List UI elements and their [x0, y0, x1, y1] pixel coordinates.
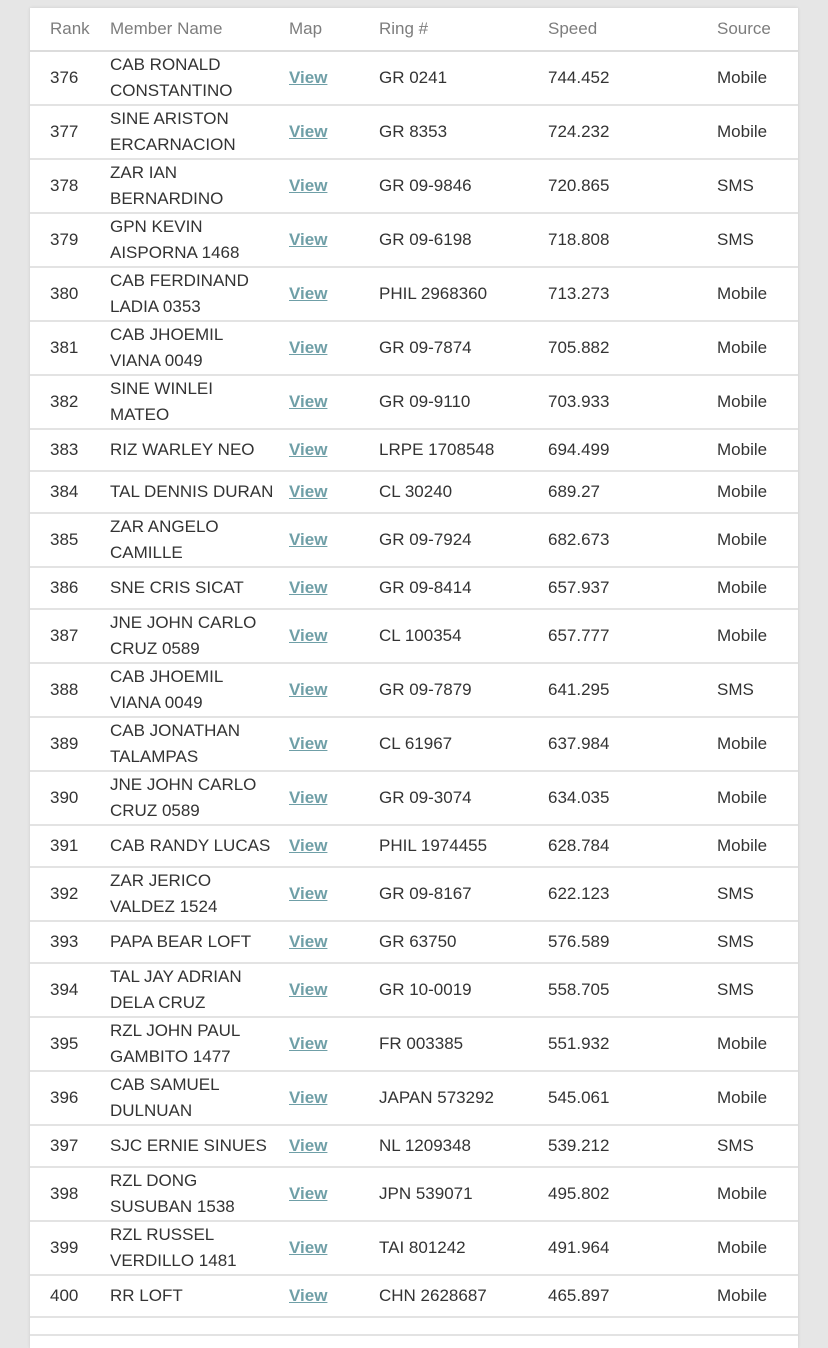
member-name-line-2: SUSUBAN 1538 — [110, 1197, 235, 1216]
map-cell — [289, 213, 379, 267]
speed-cell: 718.808 — [548, 213, 717, 267]
member-name-line-1: ZAR ANGELO — [110, 517, 219, 536]
view-map-link[interactable]: View — [289, 578, 328, 597]
speed-cell: 491.964 — [548, 1221, 717, 1275]
rank-cell: 397 — [30, 1125, 110, 1167]
table-row — [30, 1275, 798, 1317]
member-name-cell — [110, 513, 289, 567]
source-cell: SMS — [717, 213, 798, 267]
source-cell: Mobile — [717, 267, 798, 321]
speed-cell: 558.705 — [548, 963, 717, 1017]
member-name-cell — [110, 1221, 289, 1275]
member-name-line-1: ZAR IAN — [110, 163, 178, 182]
speed-cell: 495.802 — [548, 1167, 717, 1221]
speed-cell: 705.882 — [548, 321, 717, 375]
source-cell: Mobile — [717, 471, 798, 513]
map-cell — [289, 609, 379, 663]
ring-number-cell: JPN 539071 — [379, 1167, 548, 1221]
view-map-link[interactable]: View — [289, 1184, 328, 1203]
ring-number-cell: CL 100354 — [379, 609, 548, 663]
table-row — [30, 1167, 798, 1221]
member-name-cell — [110, 375, 289, 429]
speed-cell: 724.232 — [548, 105, 717, 159]
map-cell — [289, 663, 379, 717]
source-cell: Mobile — [717, 567, 798, 609]
view-map-link[interactable]: View — [289, 68, 328, 87]
member-name-line-2: TALAMPAS — [110, 747, 199, 766]
view-map-link[interactable]: View — [289, 1136, 328, 1155]
table-row — [30, 825, 798, 867]
member-name-cell — [110, 159, 289, 213]
member-name-line-1: CAB FERDINAND — [110, 271, 249, 290]
speed-cell: 703.933 — [548, 375, 717, 429]
ring-number-cell: GR 09-8167 — [379, 867, 548, 921]
ring-number-cell: JAPAN 573292 — [379, 1071, 548, 1125]
table-row — [30, 963, 798, 1017]
table-body — [30, 51, 798, 1317]
view-map-link[interactable]: View — [289, 530, 328, 549]
view-map-link[interactable]: View — [289, 338, 328, 357]
table-row — [30, 663, 798, 717]
member-name-line-1: TAL JAY ADRIAN — [110, 967, 242, 986]
source-cell: Mobile — [717, 375, 798, 429]
view-map-link[interactable]: View — [289, 1034, 328, 1053]
table-row — [30, 1221, 798, 1275]
column-header-rank: Rank — [30, 8, 110, 51]
map-cell — [289, 513, 379, 567]
table-header-row — [30, 8, 798, 51]
map-cell — [289, 429, 379, 471]
map-cell — [289, 567, 379, 609]
ring-number-cell: FR 003385 — [379, 1017, 548, 1071]
speed-cell: 634.035 — [548, 771, 717, 825]
member-name-line-2: CRUZ 0589 — [110, 801, 200, 820]
member-name-line-2: LADIA 0353 — [110, 297, 201, 316]
member-name-line-1: SINE WINLEI — [110, 379, 213, 398]
map-cell — [289, 1125, 379, 1167]
rank-cell: 385 — [30, 513, 110, 567]
member-name-cell — [110, 825, 289, 867]
speed-cell: 713.273 — [548, 267, 717, 321]
view-map-link[interactable]: View — [289, 734, 328, 753]
speed-cell: 576.589 — [548, 921, 717, 963]
speed-cell: 539.212 — [548, 1125, 717, 1167]
speed-cell: 545.061 — [548, 1071, 717, 1125]
ring-number-cell: GR 8353 — [379, 105, 548, 159]
member-name-line-1: RR LOFT — [110, 1286, 183, 1305]
rank-cell: 388 — [30, 663, 110, 717]
member-name-cell — [110, 321, 289, 375]
table-row — [30, 867, 798, 921]
table-bottom-divider — [30, 1334, 798, 1336]
rank-cell: 387 — [30, 609, 110, 663]
member-name-line-1: RZL DONG — [110, 1171, 198, 1190]
ring-number-cell: GR 09-7874 — [379, 321, 548, 375]
rank-cell: 398 — [30, 1167, 110, 1221]
view-map-link[interactable]: View — [289, 122, 328, 141]
rank-cell: 380 — [30, 267, 110, 321]
ring-number-cell: CHN 2628687 — [379, 1275, 548, 1317]
race-results-table — [30, 8, 798, 1318]
map-cell — [289, 1017, 379, 1071]
view-map-link[interactable]: View — [289, 680, 328, 699]
rank-cell: 400 — [30, 1275, 110, 1317]
member-name-line-2: ERCARNACION — [110, 135, 236, 154]
member-name-line-1: CAB JHOEMIL — [110, 667, 224, 686]
map-cell — [289, 867, 379, 921]
table-row — [30, 267, 798, 321]
map-cell — [289, 105, 379, 159]
column-header-source: Source — [717, 8, 798, 51]
table-row — [30, 429, 798, 471]
speed-cell: 682.673 — [548, 513, 717, 567]
member-name-line-1: ZAR JERICO — [110, 871, 212, 890]
source-cell: Mobile — [717, 717, 798, 771]
table-row — [30, 771, 798, 825]
table-row — [30, 471, 798, 513]
member-name-line-1: SJC ERNIE SINUES — [110, 1136, 267, 1155]
table-row — [30, 1125, 798, 1167]
member-name-cell — [110, 1167, 289, 1221]
member-name-cell — [110, 429, 289, 471]
rank-cell: 393 — [30, 921, 110, 963]
rank-cell: 383 — [30, 429, 110, 471]
column-header-speed: Speed — [548, 8, 717, 51]
speed-cell: 622.123 — [548, 867, 717, 921]
table-row — [30, 105, 798, 159]
ring-number-cell: CL 30240 — [379, 471, 548, 513]
map-cell — [289, 921, 379, 963]
speed-cell: 637.984 — [548, 717, 717, 771]
member-name-cell — [110, 567, 289, 609]
table-row — [30, 1017, 798, 1071]
ring-number-cell: GR 09-8414 — [379, 567, 548, 609]
speed-cell: 694.499 — [548, 429, 717, 471]
column-header-ring: Ring # — [379, 8, 548, 51]
table-row — [30, 1071, 798, 1125]
view-map-link[interactable]: View — [289, 932, 328, 951]
source-cell: Mobile — [717, 1071, 798, 1125]
view-map-link[interactable]: View — [289, 884, 328, 903]
member-name-line-1: CAB JONATHAN — [110, 721, 241, 740]
source-cell: Mobile — [717, 1275, 798, 1317]
ring-number-cell: PHIL 2968360 — [379, 267, 548, 321]
view-map-link[interactable]: View — [289, 788, 328, 807]
map-cell — [289, 159, 379, 213]
map-cell — [289, 375, 379, 429]
member-name-cell — [110, 1017, 289, 1071]
ring-number-cell: GR 09-6198 — [379, 213, 548, 267]
source-cell: Mobile — [717, 321, 798, 375]
member-name-line-2: CRUZ 0589 — [110, 639, 200, 658]
speed-cell: 641.295 — [548, 663, 717, 717]
speed-cell: 689.27 — [548, 471, 717, 513]
source-cell: Mobile — [717, 609, 798, 663]
rank-cell: 386 — [30, 567, 110, 609]
source-cell: SMS — [717, 921, 798, 963]
rank-cell: 389 — [30, 717, 110, 771]
column-header-member-name: Member Name — [110, 8, 289, 51]
map-cell — [289, 963, 379, 1017]
map-cell — [289, 1167, 379, 1221]
rank-cell: 377 — [30, 105, 110, 159]
view-map-link[interactable]: View — [289, 230, 328, 249]
member-name-line-1: JNE JOHN CARLO — [110, 775, 257, 794]
source-cell: Mobile — [717, 1167, 798, 1221]
view-map-link[interactable]: View — [289, 1286, 328, 1305]
ring-number-cell: PHIL 1974455 — [379, 825, 548, 867]
member-name-line-1: PAPA BEAR LOFT — [110, 932, 252, 951]
member-name-line-1: GPN KEVIN — [110, 217, 203, 236]
member-name-line-2: CAMILLE — [110, 543, 183, 562]
member-name-cell — [110, 267, 289, 321]
member-name-line-1: CAB RANDY LUCAS — [110, 836, 271, 855]
view-map-link[interactable]: View — [289, 1238, 328, 1257]
speed-cell: 744.452 — [548, 51, 717, 105]
member-name-line-1: RZL RUSSEL — [110, 1225, 215, 1244]
source-cell: SMS — [717, 663, 798, 717]
speed-cell: 720.865 — [548, 159, 717, 213]
ring-number-cell: GR 09-9846 — [379, 159, 548, 213]
rank-cell: 392 — [30, 867, 110, 921]
map-cell — [289, 825, 379, 867]
source-cell: Mobile — [717, 1221, 798, 1275]
table-row — [30, 513, 798, 567]
member-name-cell — [110, 921, 289, 963]
rank-cell: 376 — [30, 51, 110, 105]
source-cell: Mobile — [717, 105, 798, 159]
source-cell: SMS — [717, 1125, 798, 1167]
view-map-link[interactable]: View — [289, 392, 328, 411]
member-name-line-2: AISPORNA 1468 — [110, 243, 240, 262]
ring-number-cell: GR 10-0019 — [379, 963, 548, 1017]
member-name-cell — [110, 867, 289, 921]
rank-cell: 396 — [30, 1071, 110, 1125]
ring-number-cell: CL 61967 — [379, 717, 548, 771]
member-name-line-1: CAB RONALD — [110, 55, 221, 74]
member-name-line-1: RZL JOHN PAUL — [110, 1021, 241, 1040]
member-name-line-1: TAL DENNIS DURAN — [110, 482, 274, 501]
member-name-cell — [110, 213, 289, 267]
source-cell: Mobile — [717, 771, 798, 825]
member-name-line-1: CAB JHOEMIL — [110, 325, 224, 344]
rank-cell: 399 — [30, 1221, 110, 1275]
member-name-line-2: VIANA 0049 — [110, 351, 203, 370]
map-cell — [289, 1275, 379, 1317]
map-cell — [289, 471, 379, 513]
member-name-line-1: JNE JOHN CARLO — [110, 613, 257, 632]
member-name-line-2: CONSTANTINO — [110, 81, 233, 100]
rank-cell: 394 — [30, 963, 110, 1017]
rank-cell: 390 — [30, 771, 110, 825]
view-map-link[interactable]: View — [289, 980, 328, 999]
member-name-cell — [110, 51, 289, 105]
member-name-cell — [110, 471, 289, 513]
member-name-line-1: SINE ARISTON — [110, 109, 229, 128]
ring-number-cell: TAI 801242 — [379, 1221, 548, 1275]
table-row — [30, 159, 798, 213]
speed-cell: 551.932 — [548, 1017, 717, 1071]
ring-number-cell: GR 0241 — [379, 51, 548, 105]
results-panel — [30, 8, 798, 1348]
map-cell — [289, 267, 379, 321]
member-name-cell — [110, 771, 289, 825]
member-name-line-2: VERDILLO 1481 — [110, 1251, 237, 1270]
speed-cell: 657.777 — [548, 609, 717, 663]
ring-number-cell: LRPE 1708548 — [379, 429, 548, 471]
map-cell — [289, 1221, 379, 1275]
ring-number-cell: NL 1209348 — [379, 1125, 548, 1167]
table-row — [30, 609, 798, 663]
table-row — [30, 51, 798, 105]
ring-number-cell: GR 09-7924 — [379, 513, 548, 567]
map-cell — [289, 771, 379, 825]
member-name-cell — [110, 1275, 289, 1317]
view-map-link[interactable]: View — [289, 482, 328, 501]
member-name-cell — [110, 105, 289, 159]
map-cell — [289, 51, 379, 105]
rank-cell: 384 — [30, 471, 110, 513]
rank-cell: 382 — [30, 375, 110, 429]
view-map-link[interactable]: View — [289, 284, 328, 303]
speed-cell: 628.784 — [548, 825, 717, 867]
member-name-cell — [110, 663, 289, 717]
map-cell — [289, 321, 379, 375]
table-row — [30, 321, 798, 375]
table-row — [30, 213, 798, 267]
rank-cell: 381 — [30, 321, 110, 375]
rank-cell: 395 — [30, 1017, 110, 1071]
member-name-line-2: DELA CRUZ — [110, 993, 206, 1012]
member-name-line-2: VIANA 0049 — [110, 693, 203, 712]
source-cell: Mobile — [717, 429, 798, 471]
source-cell: Mobile — [717, 513, 798, 567]
ring-number-cell: GR 09-9110 — [379, 375, 548, 429]
ring-number-cell: GR 63750 — [379, 921, 548, 963]
source-cell: Mobile — [717, 1017, 798, 1071]
member-name-cell — [110, 717, 289, 771]
speed-cell: 657.937 — [548, 567, 717, 609]
view-map-link[interactable]: View — [289, 626, 328, 645]
table-row — [30, 375, 798, 429]
member-name-cell — [110, 963, 289, 1017]
source-cell: SMS — [717, 159, 798, 213]
member-name-line-2: DULNUAN — [110, 1101, 193, 1120]
table-row — [30, 921, 798, 963]
column-header-map: Map — [289, 8, 379, 51]
source-cell: SMS — [717, 963, 798, 1017]
table-row — [30, 717, 798, 771]
member-name-cell — [110, 609, 289, 663]
view-map-link[interactable]: View — [289, 440, 328, 459]
member-name-line-2: MATEO — [110, 405, 170, 424]
member-name-line-1: RIZ WARLEY NEO — [110, 440, 255, 459]
member-name-line-1: SNE CRIS SICAT — [110, 578, 244, 597]
table-row — [30, 567, 798, 609]
view-map-link[interactable]: View — [289, 176, 328, 195]
member-name-line-2: VALDEZ 1524 — [110, 897, 218, 916]
member-name-cell — [110, 1125, 289, 1167]
map-cell — [289, 1071, 379, 1125]
speed-cell: 465.897 — [548, 1275, 717, 1317]
source-cell: Mobile — [717, 51, 798, 105]
view-map-link[interactable]: View — [289, 1088, 328, 1107]
member-name-line-2: GAMBITO 1477 — [110, 1047, 231, 1066]
source-cell: Mobile — [717, 825, 798, 867]
member-name-line-1: CAB SAMUEL — [110, 1075, 220, 1094]
rank-cell: 378 — [30, 159, 110, 213]
ring-number-cell: GR 09-3074 — [379, 771, 548, 825]
member-name-line-2: BERNARDINO — [110, 189, 224, 208]
rank-cell: 379 — [30, 213, 110, 267]
rank-cell: 391 — [30, 825, 110, 867]
source-cell: SMS — [717, 867, 798, 921]
ring-number-cell: GR 09-7879 — [379, 663, 548, 717]
view-map-link[interactable]: View — [289, 836, 328, 855]
map-cell — [289, 717, 379, 771]
member-name-cell — [110, 1071, 289, 1125]
